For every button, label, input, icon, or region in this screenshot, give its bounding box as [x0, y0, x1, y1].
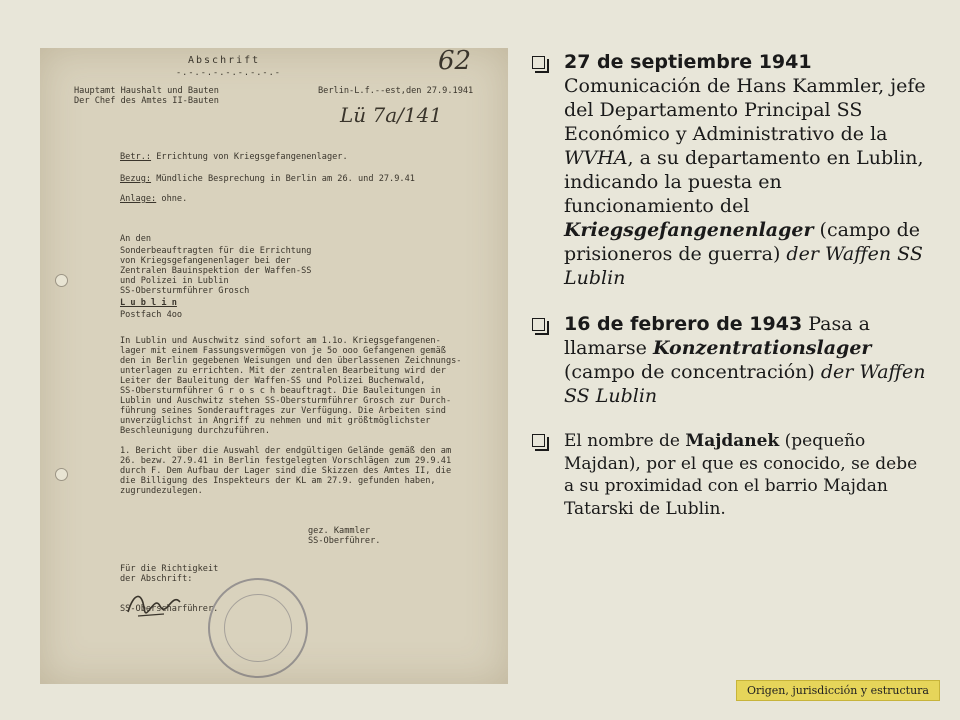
heading-rule: -.-.-.-.-.-.-.-.- — [176, 68, 281, 78]
sender-line: Hauptamt Haushalt und Bauten — [74, 86, 219, 96]
body-line: 26. bezw. 27.9.41 in Berlin festgelegten Vorschlägen zum 29.9.41 — [120, 456, 452, 466]
body-line: unterlagen zu errichten. Mit der zentralen Bearbeitung wird der — [120, 366, 446, 376]
body-line: führung seines Sonderauftrages zur Verfügung. Die Arbeiten sind — [120, 406, 446, 416]
signoff-rank: SS-Oberführer. — [308, 536, 381, 546]
bullet-date: 16 de febrero de 1943 — [564, 313, 803, 335]
reference-number: 62 — [438, 48, 472, 76]
checkbox-bullet-icon — [532, 434, 546, 448]
bullet-item: 16 de febrero de 1943 Pasa a llamarse Konzentrationslager (campo de concentración) der Waffen SS Lublin — [530, 312, 930, 408]
address-line: Zentralen Bauinspektion der Waffen-SS — [120, 266, 312, 276]
body-line: unverzüglichst in Angriff zu nehmen und mit größtmöglichster — [120, 416, 431, 426]
body-line: SS-Obersturmführer G r o s c h beauftragt. Die Bauleitungen in — [120, 386, 441, 396]
text-panel — [530, 50, 930, 542]
scanned-document — [40, 48, 508, 684]
address-line: Sonderbeauftragten für die Errichtung — [120, 246, 312, 256]
body-line: In Lublin und Auschwitz sind sofort am 1.1o. Kriegsgefangenen- — [120, 336, 441, 346]
reference-line: Bezug: Mündliche Besprechung in Berlin am 26. und 27.9.41 — [120, 174, 415, 184]
body-line: lager mit einem Fassungsvermögen von je 5o ooo Gefangenen gemäß — [120, 346, 446, 356]
checkbox-bullet-icon — [532, 318, 546, 332]
certification-line: Für die Richtigkeit — [120, 564, 219, 574]
section-tag: Origen, jurisdicción y estructura — [736, 680, 940, 701]
body-line: 1. Bericht über die Auswahl der endgültigen Gelände gemäß den am — [120, 446, 452, 456]
body-line: Leiter der Bauleitung der Waffen-SS und Polizei Buchenwald, — [120, 376, 426, 386]
certification-rank: SS-Oberscharführer. — [120, 604, 219, 614]
body-line: den in Berlin gegebenen Weisungen und den überlassenen Zeichnungs- — [120, 356, 462, 366]
official-stamp — [208, 578, 308, 678]
body-line: die Billigung des Inspekteurs der KL am 27.9. gefunden haben, — [120, 476, 436, 486]
bullet-item: El nombre de Majdanek (pequeño Majdan), por el que es conocido, se debe a su proximidad con el barrio Majdan Tatarski de Lublin. — [530, 430, 930, 520]
punch-hole — [55, 468, 68, 481]
address-city: L u b l i n — [120, 298, 177, 308]
address-line: SS-Obersturmführer Grosch — [120, 286, 250, 296]
address-line: und Polizei in Lublin — [120, 276, 229, 286]
punch-hole — [55, 274, 68, 287]
body-line: Beschleunigung durchzuführen. — [120, 426, 271, 436]
bullet-item: 27 de septiembre 1941 Comunicación de Hans Kammler, jefe del Departamento Principal SS Económico y Administrativo de la WVHA, a su departamento en Lublin, indicando la puesta en funcionamiento del Kriegsgefangenenlager (campo de prisioneros de guerra) der Waffen SS Lublin — [530, 50, 930, 290]
attachment-line: Anlage: ohne. — [120, 194, 188, 204]
sender-line: Der Chef des Amtes II-Bauten — [74, 96, 219, 106]
address-postfach: Postfach 4oo — [120, 310, 183, 320]
document-heading: Abschrift — [188, 55, 261, 66]
body-line: durch F. Dem Aufbau der Lager sind die Skizzen des Amtes II, die — [120, 466, 452, 476]
address-line: An den — [120, 234, 152, 244]
certification-line: der Abschrift: — [120, 574, 193, 584]
address-line: von Kriegsgefangenenlager bei der — [120, 256, 291, 266]
body-line: Lublin und Auschwitz stehen SS-Obersturmführer Grosch zur Durch- — [120, 396, 452, 406]
bullet-date: 27 de septiembre 1941 — [564, 51, 812, 73]
document-date: Berlin-L.f.--est,den 27.9.1941 — [318, 86, 474, 96]
checkbox-bullet-icon — [532, 56, 546, 70]
signoff-name: gez. Kammler — [308, 526, 371, 536]
subject-line: Betr.: Errichtung von Kriegsgefangenenlager. — [120, 152, 348, 162]
handwritten-reference: Lü 7a/141 — [340, 103, 443, 127]
body-line: zugrundezulegen. — [120, 486, 203, 496]
